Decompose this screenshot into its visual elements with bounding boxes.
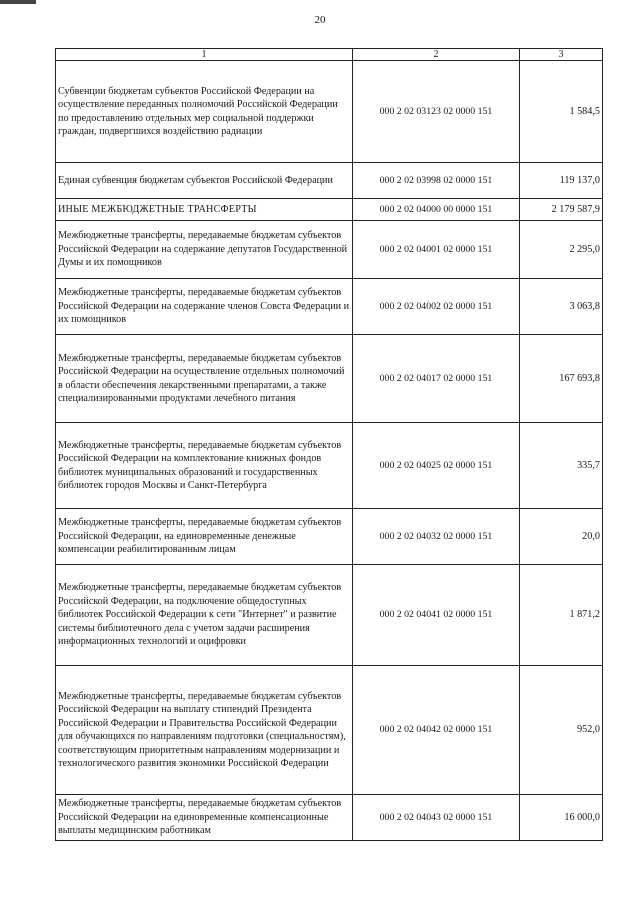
scan-corner-mark: [0, 0, 36, 4]
row-amount: 1 871,2: [520, 565, 603, 666]
row-code: 000 2 02 04041 02 0000 151: [353, 565, 520, 666]
row-name: ИНЫЕ МЕЖБЮДЖЕТНЫЕ ТРАНСФЕРТЫ: [56, 199, 353, 221]
row-code: 000 2 02 04043 02 0000 151: [353, 795, 520, 841]
row-amount: 2 295,0: [520, 221, 603, 279]
table-row: [56, 199, 603, 221]
row-name: Межбюджетные трансферты, передаваемые бюджетам субъектов Российской Федерации на выплату стипендий Президента Российской Федерации и Правительства Российской Федерации для обучающихся по направлениям подготовки (специальностям), соответствующим приоритетным направлениям модернизации и технологического развития экономики Российской Федерации: [56, 666, 353, 795]
row-code: 000 2 02 04002 02 0000 151: [353, 279, 520, 335]
table-row: [56, 509, 603, 565]
column-header-amount: 3: [520, 49, 603, 61]
table-row: [56, 423, 603, 509]
table-header-row: [56, 49, 603, 61]
row-amount: 3 063,8: [520, 279, 603, 335]
row-name: Межбюджетные трансферты, передаваемые бюджетам субъектов Российской Федерации на содержание депутатов Государственной Думы и их помощников: [56, 221, 353, 279]
table-row: [56, 279, 603, 335]
row-code: 000 2 02 04032 02 0000 151: [353, 509, 520, 565]
row-name: Межбюджетные трансферты, передаваемые бюджетам субъектов Российской Федерации на осуществление отдельных полномочий в области обеспечения лекарственными препаратами, а также специализированными продуктами лечебного питания: [56, 335, 353, 423]
table-row: [56, 795, 603, 841]
row-name: Субвенции бюджетам субъектов Российской Федерации на осуществление переданных полномочий Российской Федерации по предоставлению отдельных мер социальной поддержки граждан, подвергшихся воздействию радиации: [56, 61, 353, 163]
table-row: [56, 163, 603, 199]
table-row: [56, 565, 603, 666]
row-code: 000 2 02 04000 00 0000 151: [353, 199, 520, 221]
row-code: 000 2 02 04042 02 0000 151: [353, 666, 520, 795]
table-row: [56, 221, 603, 279]
row-amount: 2 179 587,9: [520, 199, 603, 221]
budget-table: [55, 48, 603, 841]
row-name: Межбюджетные трансферты, передаваемые бюджетам субъектов Российской Федерации, на подключение общедоступных библиотек Российской Федерации к сети "Интернет" и развитие системы библиотечного дела с учетом задачи расширения информационных технологий и оцифровки: [56, 565, 353, 666]
row-amount: 1 584,5: [520, 61, 603, 163]
row-name: Межбюджетные трансферты, передаваемые бюджетам субъектов Российской Федерации, на единовременные денежные компенсации реабилитированным лицам: [56, 509, 353, 565]
row-code: 000 2 02 03998 02 0000 151: [353, 163, 520, 199]
row-amount: 335,7: [520, 423, 603, 509]
row-amount: 119 137,0: [520, 163, 603, 199]
row-amount: 167 693,8: [520, 335, 603, 423]
row-code: 000 2 02 03123 02 0000 151: [353, 61, 520, 163]
row-amount: 16 000,0: [520, 795, 603, 841]
row-name: Межбюджетные трансферты, передаваемые бюджетам субъектов Российской Федерации на содержание членов Совста Федерации и их помощников: [56, 279, 353, 335]
row-amount: 20,0: [520, 509, 603, 565]
table-row: [56, 61, 603, 163]
table-row: [56, 666, 603, 795]
row-code: 000 2 02 04017 02 0000 151: [353, 335, 520, 423]
row-name: Межбюджетные трансферты, передаваемые бюджетам субъектов Российской Федерации на единовременные компенсационные выплаты медицинским работникам: [56, 795, 353, 841]
row-name: Межбюджетные трансферты, передаваемые бюджетам субъектов Российской Федерации на комплектование книжных фондов библиотек муниципальных образований и государственных библиотек городов Москвы и Санкт-Петербурга: [56, 423, 353, 509]
column-header-name: 1: [56, 49, 353, 61]
row-name: Единая субвенция бюджетам субъектов Российской Федерации: [56, 163, 353, 199]
row-code: 000 2 02 04025 02 0000 151: [353, 423, 520, 509]
column-header-code: 2: [353, 49, 520, 61]
row-code: 000 2 02 04001 02 0000 151: [353, 221, 520, 279]
page-number: 20: [314, 14, 326, 26]
row-amount: 952,0: [520, 666, 603, 795]
table-row: [56, 335, 603, 423]
